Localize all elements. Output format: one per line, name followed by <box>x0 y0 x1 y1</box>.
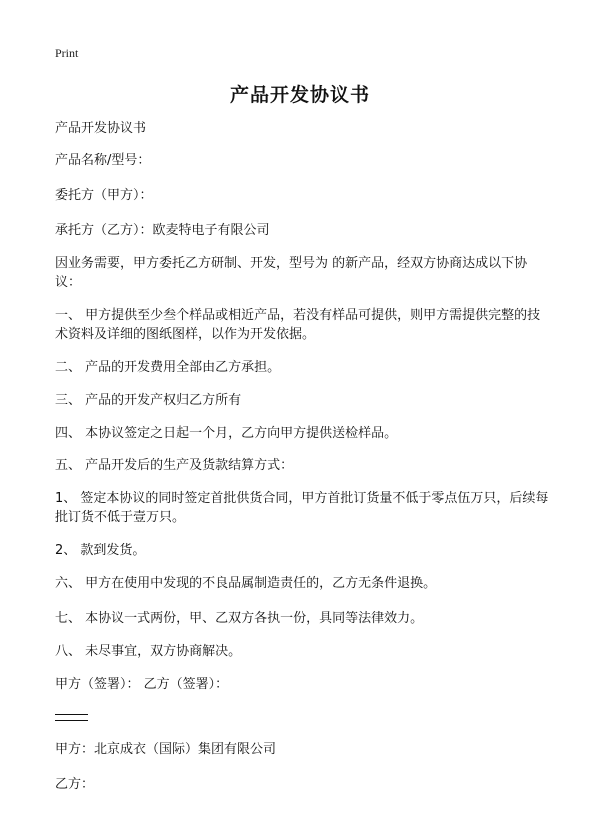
clause-8: 八、 未尽事宜，双方协商解决。 <box>55 644 242 659</box>
client-line: 委托方（甲方）： <box>55 188 153 203</box>
subtitle-line: 产品开发协议书 <box>55 121 147 136</box>
clause-7: 七、 本协议一式两份，甲、乙双方各执一份，具同等法律效力。 <box>55 611 424 626</box>
signature-line: 甲方（签署）： 乙方（签署）： <box>55 677 229 692</box>
clause-3: 三、 产品的开发产权归乙方所有 <box>55 393 242 408</box>
party-b-line: 乙方： <box>55 777 95 792</box>
intro-paragraph: 因业务需要，甲方委托乙方研制、开发，型号为 的新产品，经双方协商达成以下协议： <box>55 256 528 290</box>
clause-2: 二、 产品的开发费用全部由乙方承担。 <box>55 360 281 375</box>
document-title: 产品开发协议书 <box>229 84 370 106</box>
product-name-line: 产品名称/型号： <box>55 153 151 168</box>
clause-4: 四、 本协议签定之日起一个月，乙方向甲方提供送检样品。 <box>55 426 398 441</box>
double-rule-divider <box>55 714 88 721</box>
print-link[interactable]: Print <box>55 46 79 60</box>
document-body <box>55 119 550 794</box>
clause-5-item-2: 2、 款到发货。 <box>55 543 146 558</box>
clause-1: 一、 甲方提供至少叁个样品或相近产品，若没有样品可提供，则甲方需提供完整的技术资料及详细的图纸图样，以作为开发依据。 <box>55 308 541 342</box>
clause-5: 五、 产品开发后的生产及货款结算方式： <box>55 458 294 473</box>
clause-5-item-1: 1、 签定本协议的同时签定首批供货合同，甲方首批订货量不低于零点伍万只，后续每批订货不低于壹万只。 <box>55 491 549 525</box>
party-a-line: 甲方：北京成衣（国际）集团有限公司 <box>55 742 277 757</box>
contractor-line: 承托方（乙方）：欧麦特电子有限公司 <box>55 223 270 238</box>
clause-6: 六、 甲方在使用中发现的不良品属制造责任的，乙方无条件退换。 <box>55 576 437 591</box>
